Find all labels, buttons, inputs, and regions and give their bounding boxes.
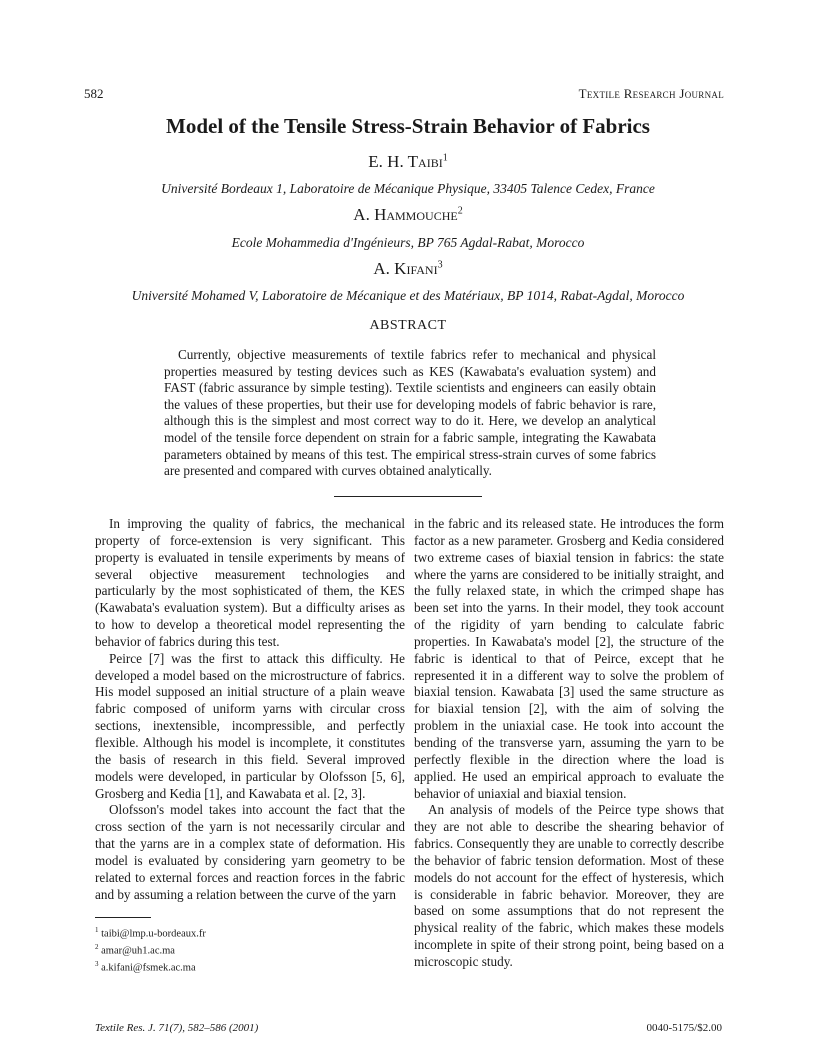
footnote-marker: 3 xyxy=(95,959,99,968)
body-column-left xyxy=(95,516,405,903)
footnote-marker: 2 xyxy=(95,942,99,951)
page-number: 582 xyxy=(84,86,104,101)
author-name-text: A. Kifani xyxy=(373,259,438,278)
paper-title: Model of the Tensile Stress-Strain Behavior of Fabrics xyxy=(166,114,650,138)
footnote-divider xyxy=(95,917,151,918)
footer-issn: 0040-5175/$2.00 xyxy=(646,1022,722,1034)
journal-name: Textile Research Journal xyxy=(578,86,724,101)
footnote-email: a.kifani@fsmek.ac.ma xyxy=(101,962,196,974)
author-footnote-marker: 3 xyxy=(437,259,443,271)
author-name xyxy=(0,259,816,279)
body-paragraph: In improving the quality of fabrics, the mechanical property of force-extension is very significant. This property is evaluated in tensile experiments by means of several objective measurement technologies and particularly by the most sophisticated of them, the KES (Kawabata's evaluation system). But a difficulty arises as to how to develop a theoretical model representing the behavior of fabrics during this test. xyxy=(95,516,405,649)
abstract-text: Currently, objective measurements of textile fabrics refer to mechanical and physical properties measured by testing devices such as KES (Kawabata's evaluation system) and FAST (fabric assurance by simple testing). Textile scientists and engineers can easily obtain the values of these properties, but their use for developing models of fabric behavior is rare, although this is the simplest and most correct way to do it. Here, we develop an analytical model of the tensile force dependent on strain for a fabric sample, integrating the Kawabata parameters obtained by means of this test. The empirical stress-strain curves of some fabrics are presented and compared with curves obtained analytically. xyxy=(164,347,656,479)
footnote-email: amar@uh1.ac.ma xyxy=(101,945,175,957)
footnotes xyxy=(95,924,206,974)
body-paragraph: Peirce [7] was the first to attack this difficulty. He developed a model based on the microstructure of fabrics. His model supposed an initial structure of a plain weave fabric composed of uniform yarns with circular cross sections, inextensible, incompressible, and perfectly flexible. Although his model is incomplete, it constitutes the basis of research in this field. Several improved models were developed, in particular by Olofsson [5, 6], Grosberg and Kedia [1], and Kawabata et al. [2, 3]. xyxy=(95,650,405,801)
author-name-text: A. Hammouche xyxy=(353,205,458,224)
body-column-right xyxy=(414,516,724,971)
author-affiliation: Ecole Mohammedia d'Ingénieurs, BP 765 Agdal-Rabat, Morocco xyxy=(231,235,585,250)
body-paragraph: An analysis of models of the Peirce type shows that they are not able to describe the shearing behavior of fabrics. Consequently they are unable to correctly describe the behavior of fabric tension deformation. Most of these models do not account for the effect of hysteresis, which is considerable in fabric behavior. Moreover, they are based on some assumptions that do not represent the physical reality of the fabric, which makes these models incomplete in spite of their strong point, being based on a microscopic study. xyxy=(414,802,724,969)
author-name-text: E. H. Taibi xyxy=(368,152,443,171)
body-paragraph: Olofsson's model takes into account the fact that the cross section of the yarn is not necessarily circular and that the yarns are in a complex state of deformation. His model is evaluated by considering yarn geometry to be related to external forces and reaction forces in the fabric and by assuming a relation between the curve of the yarn xyxy=(95,802,405,902)
abstract-heading: ABSTRACT xyxy=(369,318,447,333)
body-paragraph: in the fabric and its released state. He introduces the form factor as a new parameter. Grosberg and Kedia considered two extreme cases of biaxial tension in fabrics: the state where the yarns are considered to be initially straight, and the fully relaxed state, in which the crimped shape has been set into the yarns. In their model, they took account of the rigidity of yarn bending to calculate fabric properties. In Kawabata's model [2], the structure of the fabric is identical to that of Peirce, except that he represented it in a different way to solve the problem of biaxial tension. Kawabata [3] used the same structure as for biaxial tension [2], with the aim of solving the problem in the uniaxial case. He took into account the bending of the transverse yarn, assuming the yarn to be perfectly flexible in the direction where the load is applied. He used an empirical approach to evaluate the behavior of uniaxial and biaxial tension. xyxy=(414,516,724,801)
author-name xyxy=(0,152,816,172)
footnote-email: taibi@lmp.u-bordeaux.fr xyxy=(101,928,206,940)
author-affiliation: Université Bordeaux 1, Laboratoire de Mécanique Physique, 33405 Talence Cedex, France xyxy=(161,181,655,196)
section-divider xyxy=(334,496,482,497)
footnote xyxy=(95,941,206,958)
author-footnote-marker: 2 xyxy=(457,205,463,217)
footer-citation: Textile Res. J. 71(7), 582–586 (2001) xyxy=(95,1022,259,1034)
footnote xyxy=(95,958,206,975)
footnote-marker: 1 xyxy=(95,926,99,934)
footnote xyxy=(95,924,206,941)
author-name xyxy=(0,205,816,225)
author-affiliation: Université Mohamed V, Laboratoire de Mécanique et des Matériaux, BP 1014, Rabat-Agdal, Morocco xyxy=(131,288,685,303)
author-footnote-marker: 1 xyxy=(442,152,448,164)
